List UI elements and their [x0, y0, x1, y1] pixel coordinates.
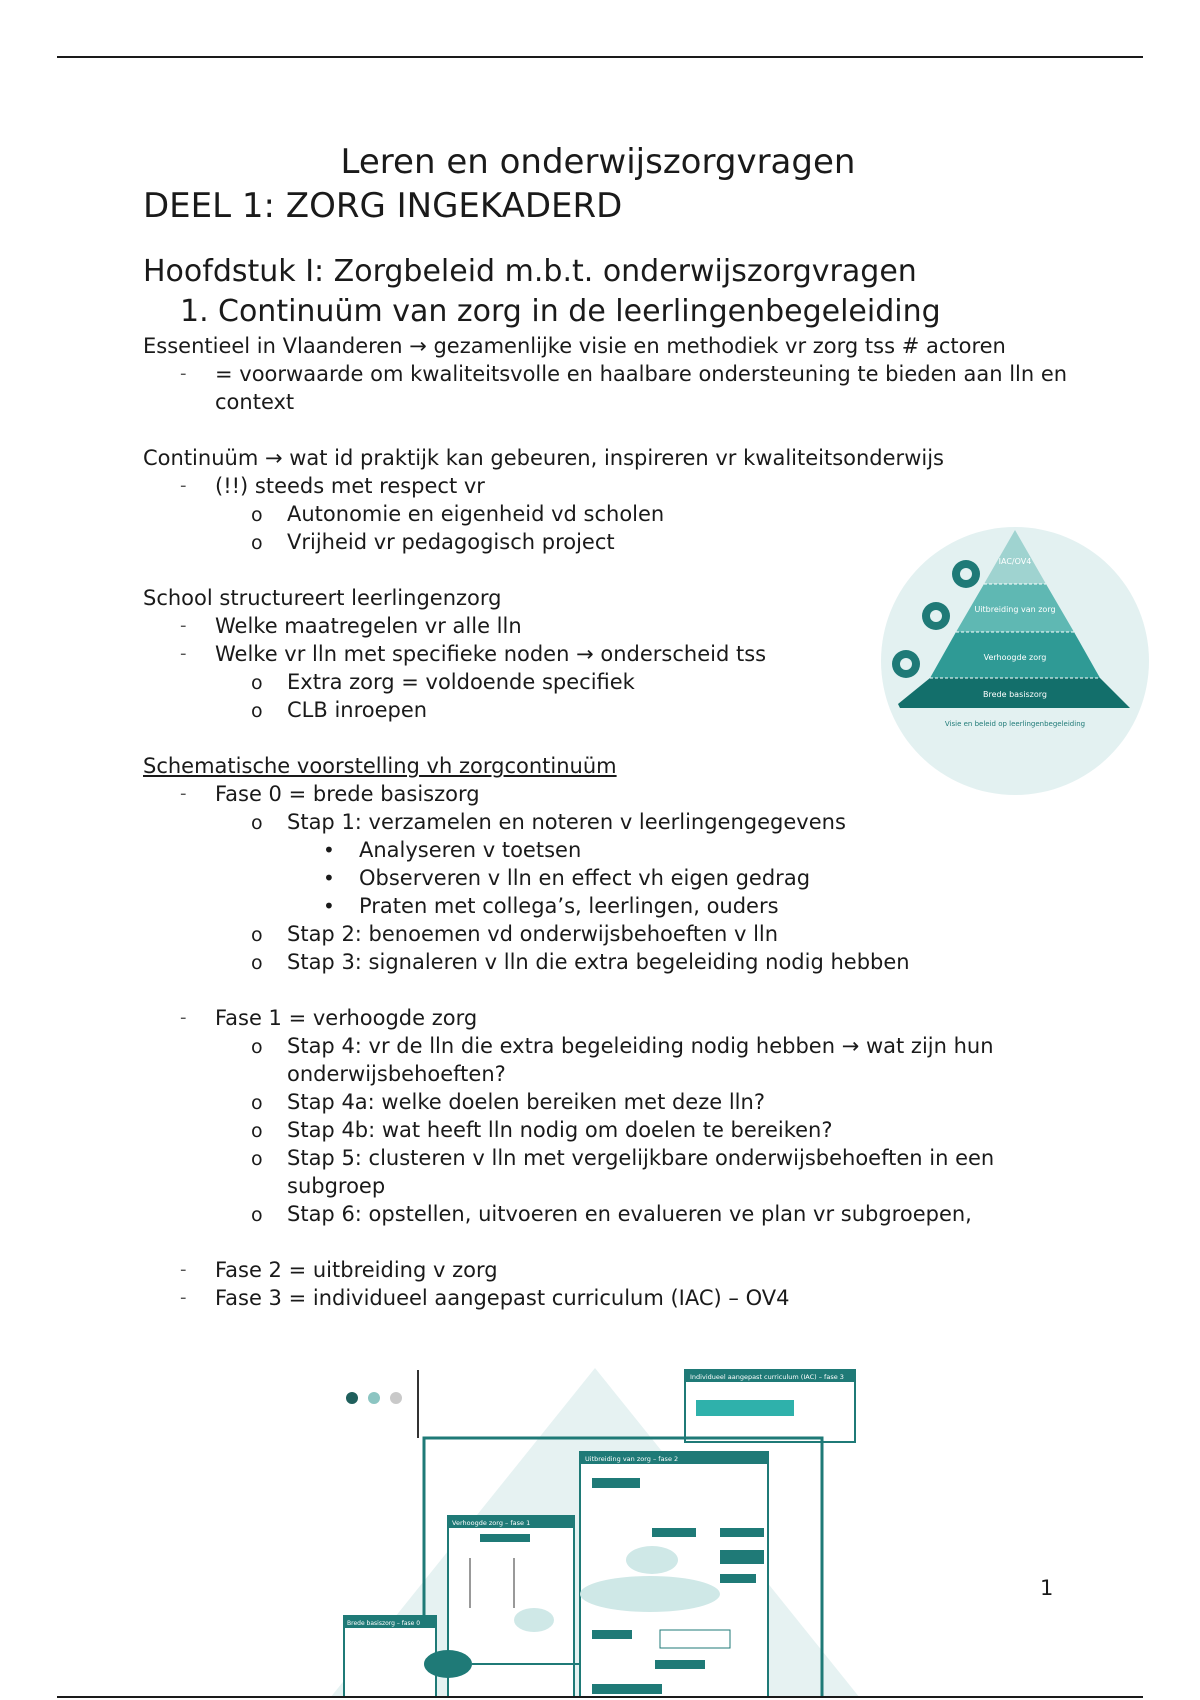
header-rule — [57, 56, 1143, 58]
step-item: o Stap 2: benoemen vd onderwijsbehoeften v lln — [287, 920, 1073, 948]
gear-icon — [892, 650, 920, 678]
zorgcontinuum-flowchart-image — [330, 1368, 860, 1698]
dot-icon — [346, 1392, 358, 1404]
phase-item: - Fase 3 = individueel aangepast curriculum (IAC) – OV4 — [215, 1284, 1073, 1312]
phase-list — [143, 780, 1073, 1312]
step-item: o Stap 4a: welke doelen bereiken met deze lln? — [287, 1088, 1073, 1116]
pyramid-label-basis: Brede basiszorg — [983, 690, 1047, 699]
paragraph: Continuüm → wat id praktijk kan gebeuren, inspireren vr kwaliteitsonderwijs — [143, 446, 944, 470]
list-item: o Extra zorg = voldoende specifiek — [287, 668, 1073, 696]
step-item: o Stap 3: signaleren v lln die extra begeleiding nodig hebben — [287, 948, 1073, 976]
box-brede-label: Brede basiszorg – fase 0 — [347, 1620, 421, 1627]
list-item: - Welke vr lln met specifieke noden → onderscheid tss — [215, 640, 1073, 668]
step-item: o Stap 6: opstellen, uitvoeren en evalueren ve plan vr subgroepen, — [287, 1200, 1073, 1228]
phase-item: - Fase 0 = brede basiszorg — [215, 780, 1073, 808]
section-title: Continuüm van zorg in de leerlingenbegeleiding — [218, 294, 941, 329]
paragraph: School structureert leerlingenzorg — [143, 586, 502, 610]
document-title: Leren en onderwijszorgvragen — [340, 142, 856, 182]
phase-item: - Fase 2 = uitbreiding v zorg — [215, 1256, 1073, 1284]
pyramid-caption: Visie en beleid op leerlingenbegeleiding — [944, 720, 1086, 728]
footer-rule — [57, 1696, 1143, 1698]
phase-item: - Fase 1 = verhoogde zorg — [215, 1004, 1073, 1032]
list-item: - = voorwaarde om kwaliteitsvolle en haalbare ondersteuning te bieden aan lln en context — [215, 360, 1073, 416]
box-iac-label: Individueel aangepast curriculum (IAC) – fase 3 — [690, 1373, 844, 1381]
page-number: 1 — [1040, 1576, 1054, 1600]
list-item: o CLB inroepen — [287, 696, 1073, 724]
chapter-heading: Hoofdstuk I: Zorgbeleid m.b.t. onderwijszorgvragen — [143, 254, 917, 289]
detail-item: • Praten met collega’s, leerlingen, ouders — [359, 892, 1073, 920]
step-item: o Stap 4: vr de lln die extra begeleiding nodig hebben → wat zijn hun onderwijsbehoeften? — [287, 1032, 1073, 1088]
step-item: o Stap 4b: wat heeft lln nodig om doelen te bereiken? — [287, 1116, 1073, 1144]
gear-icon — [922, 602, 950, 630]
list-item: - (!!) steeds met respect vr — [215, 472, 1073, 500]
gear-icon — [952, 560, 980, 588]
detail-item: • Observeren v lln en effect vh eigen gedrag — [359, 864, 1073, 892]
list-item: o Autonomie en eigenheid vd scholen — [287, 500, 1073, 528]
box-uitbreiding-label: Uitbreiding van zorg – fase 2 — [585, 1455, 679, 1463]
box-brede — [344, 1616, 436, 1698]
pyramid-label-uitbreiding: Uitbreiding van zorg — [974, 605, 1056, 614]
zorg-pyramid-image — [878, 526, 1152, 796]
list-item: o Vrijheid vr pedagogisch project — [287, 528, 1073, 556]
step-list — [215, 808, 1073, 976]
dot-icon — [368, 1392, 380, 1404]
pyramid-label-iac: IAC/OV4 — [998, 557, 1032, 566]
section-heading — [143, 292, 1073, 332]
pyramid-label-verhoogd: Verhoogde zorg — [983, 653, 1047, 662]
step-list — [215, 1032, 1073, 1228]
detail-item: • Analyseren v toetsen — [359, 836, 1073, 864]
dot-icon — [390, 1392, 402, 1404]
box-verhoogde-label: Verhoogde zorg – fase 1 — [452, 1519, 531, 1527]
subheading-schematic: Schematische voorstelling vh zorgcontinuüm — [143, 754, 617, 778]
step-item: o Stap 1: verzamelen en noteren v leerlingengegevens — [287, 808, 1073, 836]
section-number: 1. — [180, 294, 209, 329]
detail-list — [287, 836, 1073, 920]
paragraph: Essentieel in Vlaanderen → gezamenlijke visie en methodiek vr zorg tss # actoren — [143, 334, 1006, 358]
step-item: o Stap 5: clusteren v lln met vergelijkbare onderwijsbehoeften in een subgroep — [287, 1144, 1073, 1200]
part-title: DEEL 1: ZORG INGEKADERD — [143, 186, 623, 226]
bullet-list — [143, 360, 1073, 416]
list-item: - Welke maatregelen vr alle lln — [215, 612, 1073, 640]
